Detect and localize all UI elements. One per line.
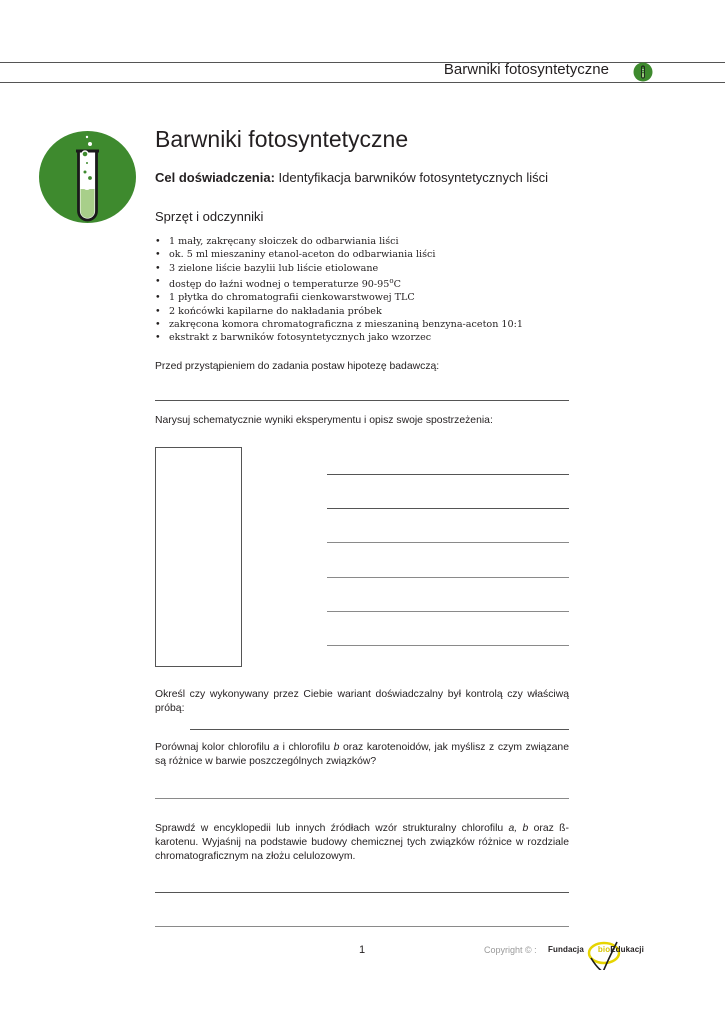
list-item: • ekstrakt z barwników fotosyntetycznych jako wzorzec [155,331,523,344]
answer-line[interactable] [190,729,569,730]
question-hypothesis: Przed przystąpieniem do zadania postaw hipotezę badawczą: [155,361,440,372]
drawing-box[interactable] [155,447,242,667]
answer-line[interactable] [327,645,569,646]
test-tube-icon [39,131,136,223]
list-item: • dostęp do łaźni wodnej o temperaturze 90-95$^o$C [155,275,523,291]
list-item: • 1 mały, zakręcany słoiczek do odbarwiania liści [155,235,523,248]
foundation-logo-icon [547,938,661,970]
list-item: • ok. 5 ml mieszaniny etanol-aceton do odbarwiania liści [155,248,523,261]
experiment-goal [155,170,548,185]
page-number: 1 [359,944,366,956]
question-control: Określ czy wykonywany przez Ciebie wariant doświadczalny był kontrolą czy właściwą próbą: [155,689,569,714]
answer-line[interactable] [155,400,569,401]
list-item: • zakręcona komora chromatograficzna z mieszaniną benzyna-aceton 10:1 [155,318,523,331]
answer-line[interactable] [155,892,569,893]
answer-line[interactable] [155,798,569,799]
logo-text: Fundacja bioEdukacji [548,945,644,954]
page-title: Barwniki fotosyntetyczne [155,126,409,152]
goal-text: Identyfikacja barwników fotosyntetycznych liści [274,170,549,185]
question-structure: Sprawdź w encyklopedii lub innych źródłach wzór strukturalny chlorofilu a, b oraz ß-karotenu. Wyjaśnij na podstawie budowy chemicznej tych związków różnice w rozdziale chromatograficznym na złożu celulozowym. [155,823,569,862]
answer-line[interactable] [327,542,569,543]
answer-line[interactable] [327,508,569,509]
answer-line[interactable] [327,474,569,475]
header-bottom-rule [0,82,725,83]
test-tube-icon [633,62,653,82]
header-title: Barwniki fotosyntetyczne [443,61,609,78]
goal-label: Cel doświadczenia: [155,170,275,185]
copyright: Copyright © : [484,945,537,955]
list-item: • 2 końcówki kapilarne do nakładania próbek [155,305,523,318]
equipment-heading: Sprzęt i odczynniki [155,209,264,224]
equipment-list [155,235,523,345]
answer-line[interactable] [327,577,569,578]
question-results: Narysuj schematycznie wyniki eksperymentu i opisz swoje spostrzeżenia: [155,415,493,426]
question-color: Porównaj kolor chlorofilu a i chlorofilu b oraz karotenoidów, jak myślisz z czym związane są różnice w barwie poszczególnych związków? [155,742,569,767]
header-top-rule [0,62,725,63]
list-item: • 3 zielone liście bazylii lub liście etiolowane [155,262,523,275]
answer-line[interactable] [155,926,569,927]
list-item: • 1 płytka do chromatografii cienkowarstwowej TLC [155,291,523,304]
answer-line[interactable] [327,611,569,612]
